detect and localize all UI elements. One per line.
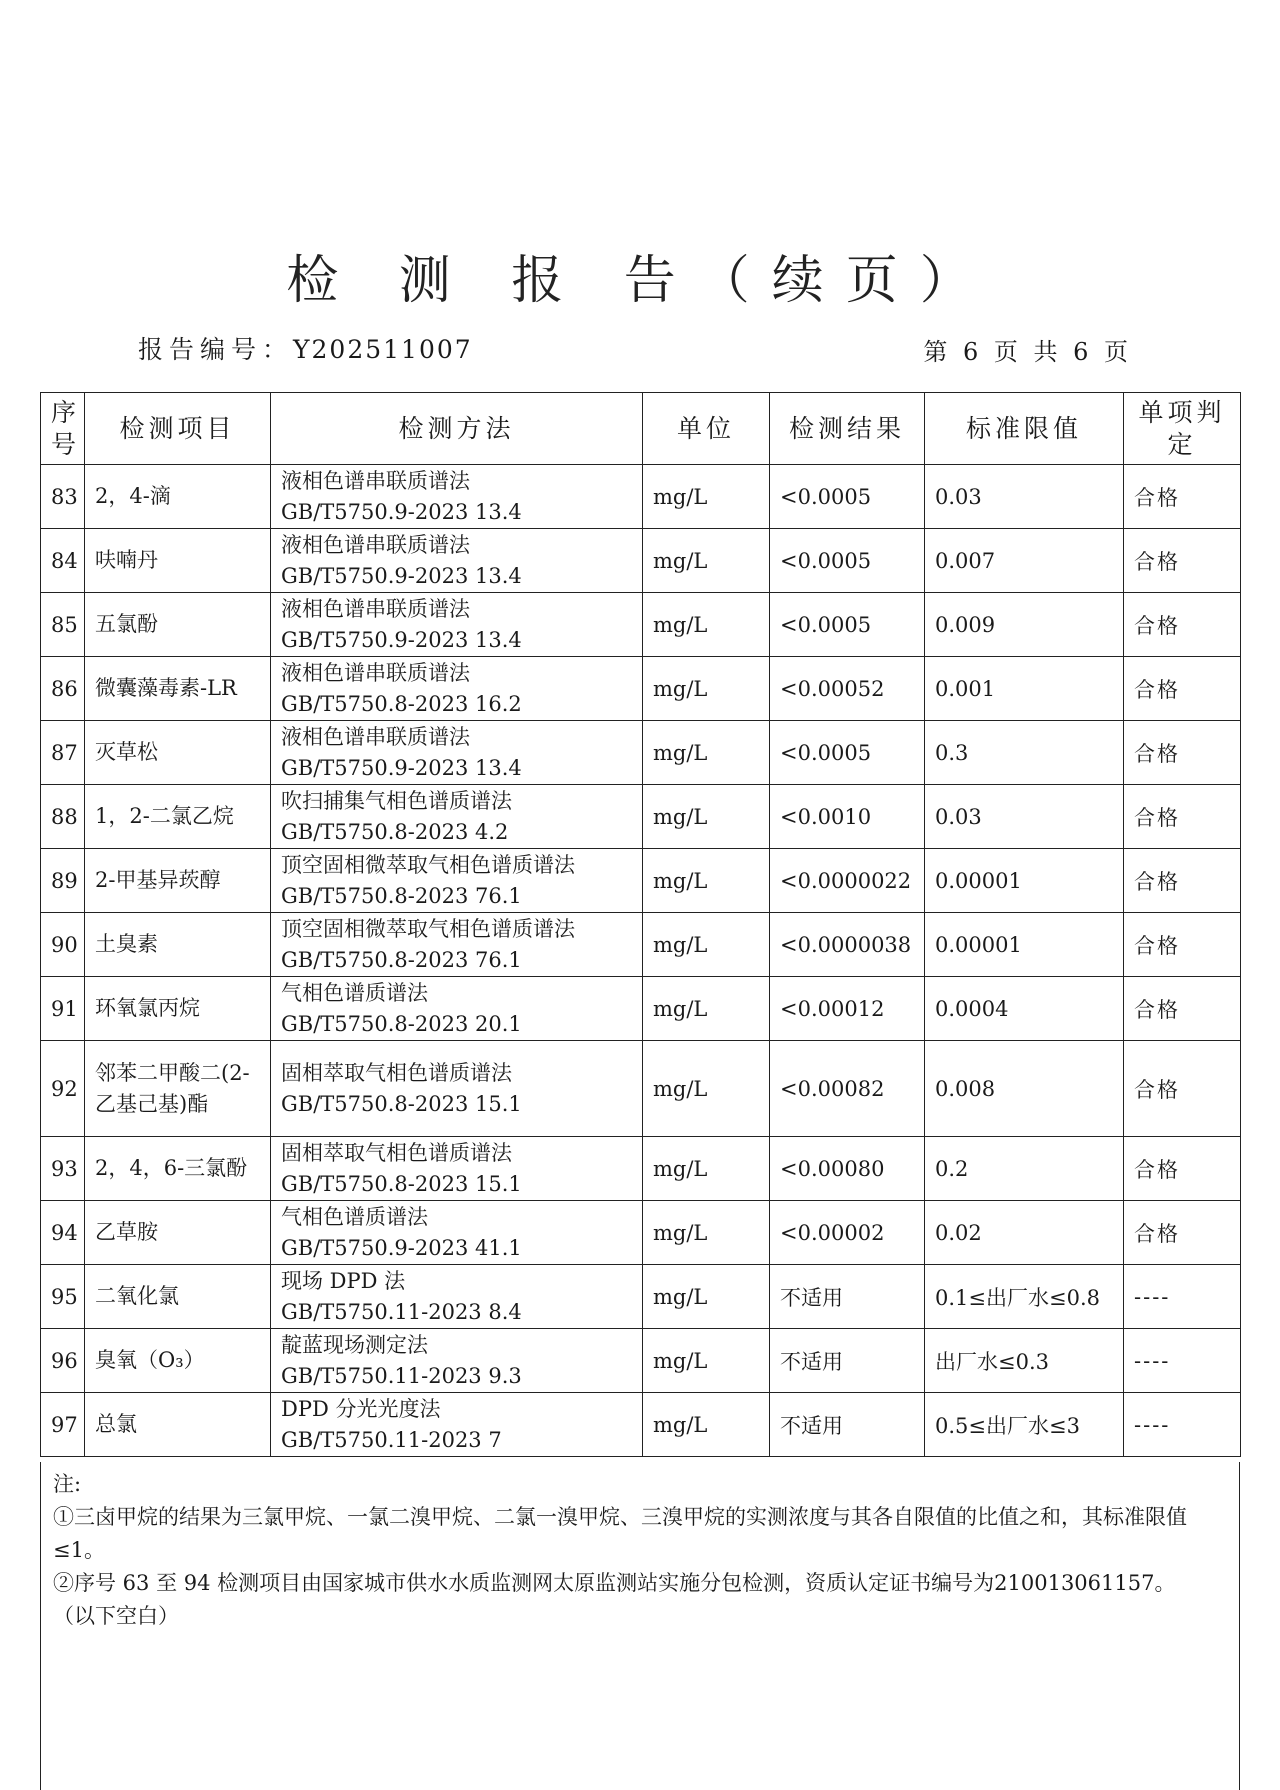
- method-name: 液相色谱串联质谱法: [281, 660, 470, 685]
- row-unit: mg/L: [643, 1137, 770, 1201]
- row-unit: mg/L: [643, 1393, 770, 1457]
- row-method: [271, 721, 643, 785]
- row-limit: 0.009: [925, 593, 1124, 657]
- row-item: 邻苯二甲酸二(2-乙基己基)酯: [85, 1041, 271, 1137]
- row-verdict: 合格: [1124, 849, 1241, 913]
- row-verdict: 合格: [1124, 529, 1241, 593]
- row-item: 总氯: [85, 1393, 271, 1457]
- row-unit: mg/L: [643, 977, 770, 1041]
- row-verdict: 合格: [1124, 1137, 1241, 1201]
- row-index: 94: [41, 1201, 85, 1265]
- row-unit: mg/L: [643, 593, 770, 657]
- row-verdict: ----: [1124, 1393, 1241, 1457]
- row-limit: 0.00001: [925, 849, 1124, 913]
- table-row: [41, 721, 1241, 785]
- row-index: 85: [41, 593, 85, 657]
- method-name: DPD 分光光度法: [281, 1396, 441, 1421]
- row-unit: mg/L: [643, 1329, 770, 1393]
- row-verdict: 合格: [1124, 465, 1241, 529]
- method-standard: GB/T5750.8-2023 4.2: [281, 819, 509, 844]
- row-limit: 出厂水≤0.3: [925, 1329, 1124, 1393]
- report-number: [138, 330, 473, 366]
- row-index: 97: [41, 1393, 85, 1457]
- row-method: [271, 1265, 643, 1329]
- table-row: [41, 657, 1241, 721]
- row-index: 89: [41, 849, 85, 913]
- row-method: [271, 465, 643, 529]
- row-method: [271, 1041, 643, 1137]
- table-row: [41, 593, 1241, 657]
- method-standard: GB/T5750.9-2023 13.4: [281, 627, 522, 652]
- blank-marker: （以下空白）: [53, 1604, 179, 1628]
- table-row: [41, 529, 1241, 593]
- row-method: [271, 849, 643, 913]
- row-verdict: ----: [1124, 1329, 1241, 1393]
- row-index: 88: [41, 785, 85, 849]
- row-result: <0.00082: [770, 1041, 925, 1137]
- row-index: 91: [41, 977, 85, 1041]
- row-result: 不适用: [770, 1329, 925, 1393]
- row-verdict: 合格: [1124, 785, 1241, 849]
- row-limit: 0.1≤出厂水≤0.8: [925, 1265, 1124, 1329]
- row-verdict: 合格: [1124, 593, 1241, 657]
- table-header-row: [41, 393, 1241, 465]
- method-name: 固相萃取气相色谱质谱法: [281, 1140, 512, 1165]
- method-name: 固相萃取气相色谱质谱法: [281, 1060, 512, 1085]
- row-unit: mg/L: [643, 913, 770, 977]
- row-index: 87: [41, 721, 85, 785]
- row-method: [271, 1393, 643, 1457]
- method-name: 液相色谱串联质谱法: [281, 468, 470, 493]
- method-name: 液相色谱串联质谱法: [281, 596, 470, 621]
- row-limit: 0.5≤出厂水≤3: [925, 1393, 1124, 1457]
- row-item: 环氧氯丙烷: [85, 977, 271, 1041]
- method-name: 气相色谱质谱法: [281, 1204, 428, 1229]
- row-result: <0.0005: [770, 721, 925, 785]
- row-method: [271, 1201, 643, 1265]
- row-method: [271, 913, 643, 977]
- row-unit: mg/L: [643, 849, 770, 913]
- method-standard: GB/T5750.9-2023 13.4: [281, 499, 522, 524]
- report-number-label: 报告编号：: [138, 335, 294, 364]
- header-limit: 标准限值: [925, 393, 1124, 465]
- row-method: [271, 1137, 643, 1201]
- row-result: 不适用: [770, 1393, 925, 1457]
- row-unit: mg/L: [643, 529, 770, 593]
- row-result: <0.00012: [770, 977, 925, 1041]
- row-index: 83: [41, 465, 85, 529]
- row-result: <0.0010: [770, 785, 925, 849]
- row-limit: 0.001: [925, 657, 1124, 721]
- method-standard: GB/T5750.11-2023 7: [281, 1427, 502, 1452]
- row-limit: 0.007: [925, 529, 1124, 593]
- row-limit: 0.008: [925, 1041, 1124, 1137]
- table-row: [41, 465, 1241, 529]
- row-limit: 0.02: [925, 1201, 1124, 1265]
- row-verdict: 合格: [1124, 1041, 1241, 1137]
- row-method: [271, 529, 643, 593]
- method-name: 气相色谱质谱法: [281, 980, 428, 1005]
- table-row: [41, 977, 1241, 1041]
- row-method: [271, 657, 643, 721]
- table-row: [41, 1393, 1241, 1457]
- method-name: 现场 DPD 法: [281, 1268, 406, 1293]
- row-item: 2，4-滴: [85, 465, 271, 529]
- note-1: ①三卤甲烷的结果为三氯甲烷、一氯二溴甲烷、二氯一溴甲烷、三溴甲烷的实测浓度与其各自限值的比值之和，其标准限值≤1。: [53, 1505, 1187, 1562]
- row-unit: mg/L: [643, 721, 770, 785]
- row-unit: mg/L: [643, 1265, 770, 1329]
- row-verdict: 合格: [1124, 977, 1241, 1041]
- row-verdict: ----: [1124, 1265, 1241, 1329]
- table-row: [41, 1265, 1241, 1329]
- row-item: 1，2-二氯乙烷: [85, 785, 271, 849]
- row-method: [271, 785, 643, 849]
- table-row: [41, 785, 1241, 849]
- row-limit: 0.00001: [925, 913, 1124, 977]
- method-standard: GB/T5750.8-2023 15.1: [281, 1091, 522, 1116]
- method-standard: GB/T5750.8-2023 76.1: [281, 883, 522, 908]
- row-limit: 0.0004: [925, 977, 1124, 1041]
- row-unit: mg/L: [643, 785, 770, 849]
- method-standard: GB/T5750.8-2023 76.1: [281, 947, 522, 972]
- row-result: <0.00052: [770, 657, 925, 721]
- row-item: 二氧化氯: [85, 1265, 271, 1329]
- method-name: 顶空固相微萃取气相色谱质谱法: [281, 852, 575, 877]
- method-standard: GB/T5750.8-2023 20.1: [281, 1011, 522, 1036]
- row-result: <0.00080: [770, 1137, 925, 1201]
- row-limit: 0.03: [925, 785, 1124, 849]
- row-item: 呋喃丹: [85, 529, 271, 593]
- row-method: [271, 977, 643, 1041]
- row-item: 土臭素: [85, 913, 271, 977]
- method-standard: GB/T5750.9-2023 13.4: [281, 755, 522, 780]
- row-verdict: 合格: [1124, 721, 1241, 785]
- row-result: <0.0000022: [770, 849, 925, 913]
- method-name: 顶空固相微萃取气相色谱质谱法: [281, 916, 575, 941]
- row-result: 不适用: [770, 1265, 925, 1329]
- method-name: 吹扫捕集气相色谱质谱法: [281, 788, 512, 813]
- row-item: 臭氧（O₃）: [85, 1329, 271, 1393]
- header-item: 检测项目: [85, 393, 271, 465]
- row-verdict: 合格: [1124, 1201, 1241, 1265]
- header-result: 检测结果: [770, 393, 925, 465]
- row-verdict: 合格: [1124, 913, 1241, 977]
- table-row: [41, 1201, 1241, 1265]
- row-unit: mg/L: [643, 1041, 770, 1137]
- report-number-value: Y202511007: [293, 335, 473, 364]
- header-unit: 单位: [643, 393, 770, 465]
- row-item: 灭草松: [85, 721, 271, 785]
- notes-section: [40, 1462, 1240, 1790]
- row-result: <0.0005: [770, 593, 925, 657]
- document-title: 检 测 报 告（续页）: [286, 251, 994, 311]
- row-item: 乙草胺: [85, 1201, 271, 1265]
- method-name: 液相色谱串联质谱法: [281, 532, 470, 557]
- row-result: <0.0005: [770, 529, 925, 593]
- row-index: 95: [41, 1265, 85, 1329]
- table-row: [41, 913, 1241, 977]
- row-result: <0.00002: [770, 1201, 925, 1265]
- header-verdict: 单项判定: [1124, 393, 1241, 465]
- method-standard: GB/T5750.8-2023 16.2: [281, 691, 522, 716]
- header-method: 检测方法: [271, 393, 643, 465]
- row-limit: 0.2: [925, 1137, 1124, 1201]
- row-index: 86: [41, 657, 85, 721]
- page-info: 第 6 页 共 6 页: [923, 338, 1128, 366]
- row-index: 92: [41, 1041, 85, 1137]
- method-standard: GB/T5750.9-2023 41.1: [281, 1235, 522, 1260]
- method-standard: GB/T5750.9-2023 13.4: [281, 563, 522, 588]
- row-unit: mg/L: [643, 1201, 770, 1265]
- row-verdict: 合格: [1124, 657, 1241, 721]
- row-item: 微囊藻毒素-LR: [85, 657, 271, 721]
- row-method: [271, 593, 643, 657]
- method-standard: GB/T5750.8-2023 15.1: [281, 1171, 522, 1196]
- note-2: ②序号 63 至 94 检测项目由国家城市供水水质监测网太原监测站实施分包检测，资质认定证书编号为210013061157。: [53, 1571, 1176, 1595]
- row-method: [271, 1329, 643, 1393]
- row-index: 84: [41, 529, 85, 593]
- row-unit: mg/L: [643, 465, 770, 529]
- row-index: 96: [41, 1329, 85, 1393]
- row-index: 90: [41, 913, 85, 977]
- row-index: 93: [41, 1137, 85, 1201]
- row-item: 五氯酚: [85, 593, 271, 657]
- row-limit: 0.03: [925, 465, 1124, 529]
- header-index: 序号: [41, 393, 85, 465]
- method-standard: GB/T5750.11-2023 9.3: [281, 1363, 522, 1388]
- row-limit: 0.3: [925, 721, 1124, 785]
- method-name: 液相色谱串联质谱法: [281, 724, 470, 749]
- row-result: <0.0000038: [770, 913, 925, 977]
- results-table: [40, 392, 1241, 1457]
- method-standard: GB/T5750.11-2023 8.4: [281, 1299, 522, 1324]
- method-name: 靛蓝现场测定法: [281, 1332, 428, 1357]
- table-row: [41, 1041, 1241, 1137]
- table-row: [41, 1329, 1241, 1393]
- table-row: [41, 849, 1241, 913]
- row-result: <0.0005: [770, 465, 925, 529]
- notes-label: 注:: [53, 1472, 82, 1496]
- row-item: 2，4，6-三氯酚: [85, 1137, 271, 1201]
- row-unit: mg/L: [643, 657, 770, 721]
- row-item: 2-甲基异莰醇: [85, 849, 271, 913]
- table-row: [41, 1137, 1241, 1201]
